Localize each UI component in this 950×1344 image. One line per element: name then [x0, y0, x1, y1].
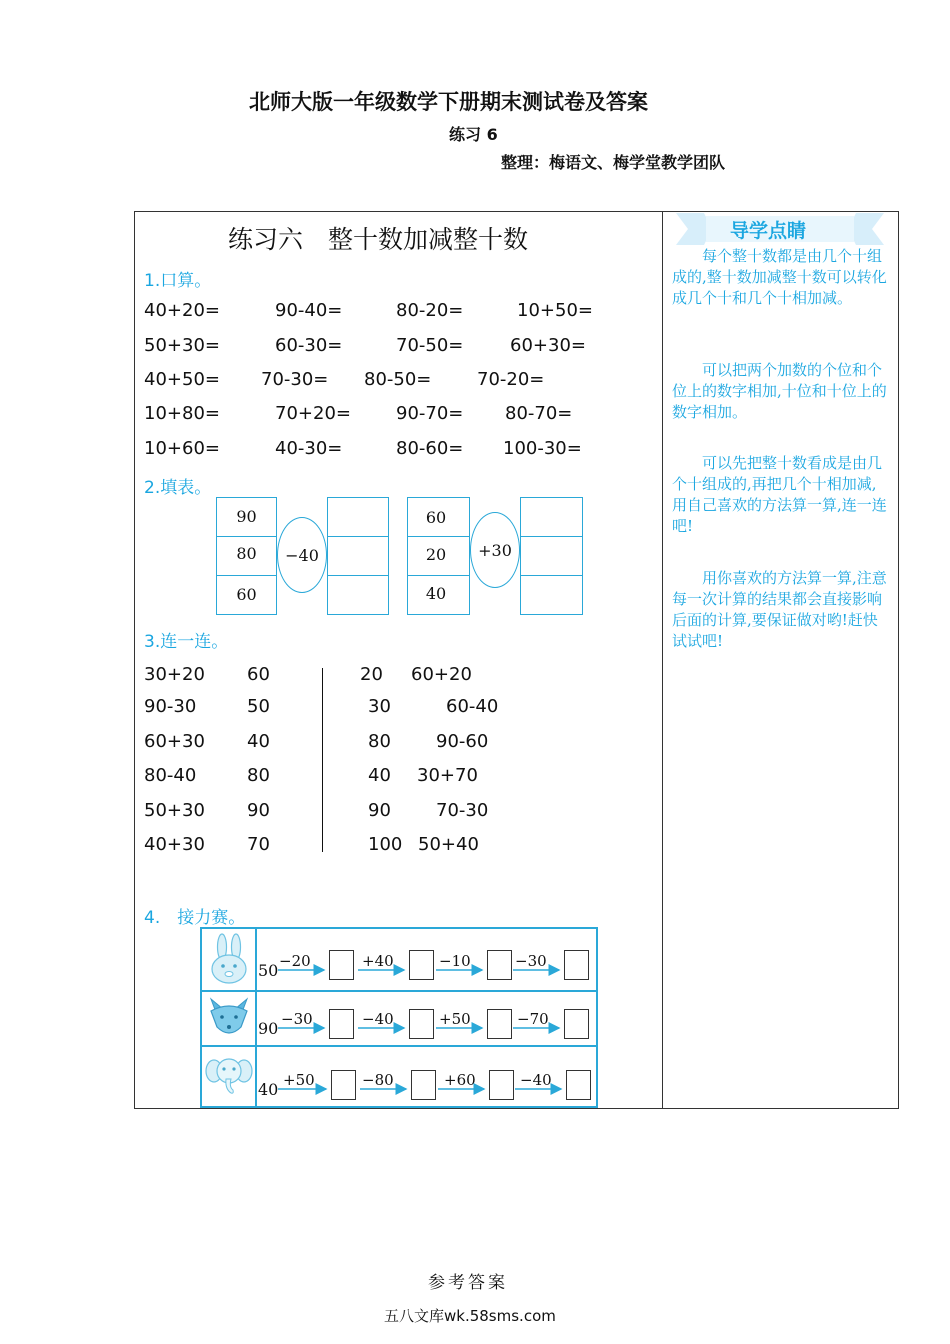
relay-start: 90: [258, 1019, 279, 1038]
page-title: 北师大版一年级数学下册期末测试卷及答案: [249, 90, 648, 114]
problem: 90-70=: [396, 403, 464, 424]
match-expression: 40+30: [144, 834, 205, 855]
relay-op: −30: [281, 1010, 313, 1028]
match-expression: 60-40: [446, 696, 499, 717]
problem: 80-50=: [364, 369, 432, 390]
operator-oval: −40: [277, 517, 327, 593]
answer-box[interactable]: [411, 1070, 436, 1100]
watermark: 五八文库wk.58sms.com: [384, 1307, 556, 1325]
section1-label: 1.口算。: [144, 271, 212, 291]
author-line: 整理：梅语文、梅学堂教学团队: [501, 153, 726, 172]
match-value: 80: [247, 765, 270, 786]
output-column: [520, 497, 583, 615]
match-value: 60: [247, 664, 270, 685]
problem: 50+30=: [144, 335, 220, 356]
problem: 90-40=: [275, 300, 343, 321]
section2-label: 2.填表。: [144, 478, 212, 498]
answer-box[interactable]: [409, 1009, 434, 1039]
problem: 10+60=: [144, 438, 220, 459]
problem: 60+30=: [510, 335, 586, 356]
match-expression: 70-30: [436, 800, 489, 821]
guide-paragraph: 每个整十数都是由几个十组成的,整十数加减整十数可以转化成几个十和几个十相加减。: [672, 247, 887, 307]
problem: 70-50=: [396, 335, 464, 356]
input-column: [407, 497, 470, 615]
match-value: 80: [368, 731, 391, 752]
output-column: [327, 497, 389, 615]
relay-op: +50: [283, 1071, 315, 1089]
match-value: 70: [247, 834, 270, 855]
relay-op: −40: [520, 1071, 552, 1089]
problem: 80-60=: [396, 438, 464, 459]
page-subtitle: 练习 6: [449, 125, 498, 144]
problem: 80-20=: [396, 300, 464, 321]
relay-table: [200, 927, 598, 1108]
relay-op: −20: [279, 952, 311, 970]
match-expression: 80-40: [144, 765, 197, 786]
input-cell: 80: [236, 544, 257, 563]
relay-op: −80: [362, 1071, 394, 1089]
answers-heading: 参考答案: [428, 1273, 508, 1293]
problem: 80-70=: [505, 403, 573, 424]
column-divider: [662, 211, 663, 1109]
relay-op: +60: [444, 1071, 476, 1089]
match-value: 20: [360, 664, 383, 685]
relay-op: +50: [439, 1010, 471, 1028]
relay-start: 40: [258, 1080, 279, 1099]
problem: 60-30=: [275, 335, 343, 356]
relay-op: −10: [439, 952, 471, 970]
worksheet-title: 练习六 整十数加减整十数: [228, 225, 529, 254]
relay-op: +40: [362, 952, 394, 970]
guide-paragraph: 可以先把整十数看成是由几个十组成的,再把几个十相加减,用自己喜欢的方法算一算,连一连吧!: [672, 454, 887, 535]
input-cell: 60: [425, 508, 447, 527]
problem: 100-30=: [503, 438, 582, 459]
answer-box[interactable]: [331, 1070, 356, 1100]
problem: 40-30=: [275, 438, 343, 459]
match-value: 30: [368, 696, 391, 717]
input-cell: 40: [425, 584, 447, 603]
problem: 70-20=: [477, 369, 545, 390]
match-value: 40: [368, 765, 391, 786]
relay-op: −40: [362, 1010, 394, 1028]
match-expression: 60+20: [411, 664, 472, 685]
input-cell: 60: [236, 585, 257, 604]
match-value: 90: [368, 800, 391, 821]
match-expression: 30+70: [417, 765, 478, 786]
relay-arrows: [202, 929, 596, 1106]
answer-box[interactable]: [409, 950, 434, 980]
section3-label: 3.连一连。: [144, 632, 229, 652]
match-value: 100: [368, 834, 403, 855]
answer-box[interactable]: [564, 950, 589, 980]
guide-paragraph: 可以把两个加数的个位和个位上的数字相加,十位和十位上的数字相加。: [672, 361, 887, 421]
matching-separator: [322, 668, 323, 852]
match-expression: 50+40: [418, 834, 479, 855]
problem: 10+80=: [144, 403, 220, 424]
match-expression: 90-30: [144, 696, 197, 717]
match-expression: 50+30: [144, 800, 205, 821]
input-cell: 20: [425, 545, 447, 564]
answer-box[interactable]: [487, 1009, 512, 1039]
problem: 40+20=: [144, 300, 220, 321]
answer-box[interactable]: [329, 950, 354, 980]
guide-title: 导学点睛: [730, 220, 807, 242]
problem: 40+50=: [144, 369, 220, 390]
input-column: [216, 497, 277, 615]
match-expression: 90-60: [436, 731, 489, 752]
problem: 70+20=: [275, 403, 351, 424]
match-expression: 30+20: [144, 664, 205, 685]
problem: 10+50=: [517, 300, 593, 321]
match-value: 40: [247, 731, 270, 752]
relay-start: 50: [258, 961, 279, 980]
answer-box[interactable]: [329, 1009, 354, 1039]
operator-oval: +30: [470, 512, 520, 588]
input-cell: 90: [236, 507, 257, 526]
section4-label: 4. 接力赛。: [144, 908, 246, 928]
answer-box[interactable]: [487, 950, 512, 980]
relay-op: −70: [517, 1010, 549, 1028]
answer-box[interactable]: [489, 1070, 514, 1100]
answer-box[interactable]: [566, 1070, 591, 1100]
problem: 70-30=: [261, 369, 329, 390]
match-value: 90: [247, 800, 270, 821]
answer-box[interactable]: [564, 1009, 589, 1039]
guide-paragraph: 用你喜欢的方法算一算,注意每一次计算的结果都会直接影响后面的计算,要保证做对哟!赶快试试吧!: [672, 569, 887, 650]
match-expression: 60+30: [144, 731, 205, 752]
relay-op: −30: [515, 952, 547, 970]
match-value: 50: [247, 696, 270, 717]
